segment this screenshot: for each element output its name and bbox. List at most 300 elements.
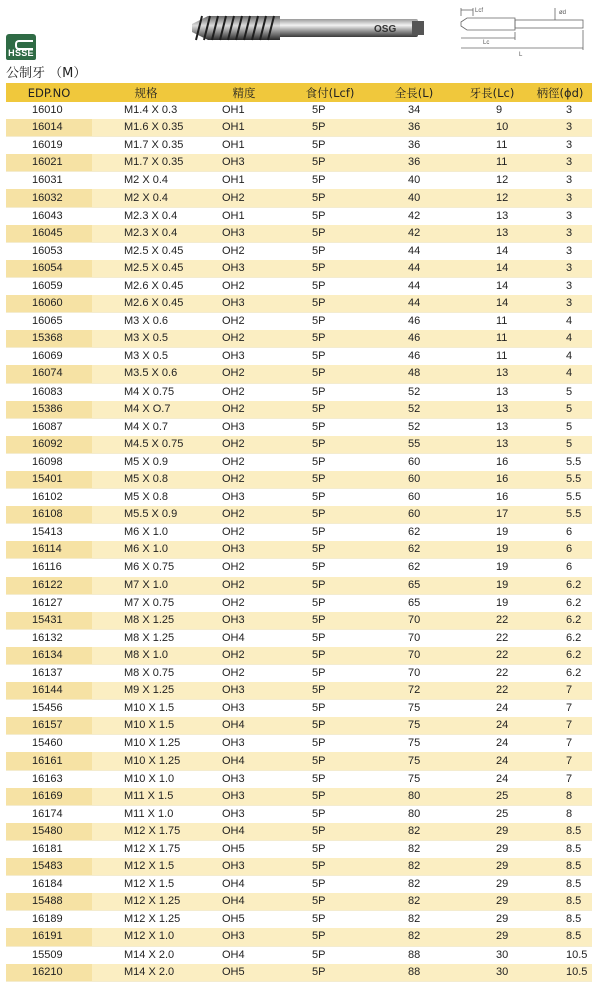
spec-cell: M11 X 1.0 bbox=[124, 807, 174, 820]
edp-no-cell: 16092 bbox=[6, 436, 92, 454]
shank-diameter-cell: 7 bbox=[528, 752, 592, 770]
chamfer-cell: 5P bbox=[288, 225, 372, 243]
length-cell: 40 bbox=[408, 174, 421, 187]
chamfer-cell: 5P bbox=[312, 842, 326, 855]
table-row bbox=[6, 260, 592, 278]
spec-cell: M3 X 0.6 bbox=[124, 315, 169, 328]
length-cell: 75 bbox=[408, 702, 421, 715]
shank-diameter-cell: 3 bbox=[566, 174, 573, 187]
spec-cell: M10 X 1.25 bbox=[92, 752, 200, 770]
shank-diameter-cell: 6.2 bbox=[528, 647, 592, 665]
table-row bbox=[6, 823, 592, 841]
col-header-overall-length: 全長(L) bbox=[372, 83, 456, 102]
table-row bbox=[6, 102, 592, 119]
chamfer-cell: 5P bbox=[288, 858, 372, 876]
thread-length-cell: 14 bbox=[456, 295, 528, 313]
edp-no-cell: 16060 bbox=[6, 295, 92, 313]
shank-diameter-cell: 3 bbox=[566, 139, 573, 152]
spec-cell: M2.3 X 0.4 bbox=[92, 225, 200, 243]
length-cell: 65 bbox=[372, 577, 456, 595]
length-cell: 48 bbox=[372, 365, 456, 383]
length-cell: 70 bbox=[372, 647, 456, 665]
precision-cell: OH2 bbox=[222, 279, 245, 292]
edp-no-cell: 15386 bbox=[6, 401, 92, 419]
precision-cell: OH3 bbox=[222, 420, 245, 433]
shank-diameter-cell: 7 bbox=[528, 717, 592, 735]
thread-length-cell: 22 bbox=[456, 647, 528, 665]
shank-diameter-cell: 7 bbox=[528, 682, 592, 700]
chamfer-cell: 5P bbox=[312, 596, 326, 609]
thread-length-cell: 11 bbox=[496, 139, 508, 152]
table-row bbox=[6, 964, 592, 982]
length-cell: 82 bbox=[408, 913, 421, 926]
length-cell: 62 bbox=[372, 541, 456, 559]
thread-length-cell: 11 bbox=[456, 154, 528, 172]
chamfer-cell: 5P bbox=[312, 702, 326, 715]
edp-no-cell: 15401 bbox=[6, 471, 92, 489]
shank-diameter-cell: 5 bbox=[566, 420, 573, 433]
table-row bbox=[6, 577, 592, 595]
spec-cell: M3 X 0.5 bbox=[124, 350, 169, 363]
diagram-l-label: L bbox=[519, 52, 523, 58]
thread-length-cell: 11 bbox=[496, 350, 508, 363]
edp-no-cell: 16210 bbox=[6, 964, 92, 982]
spec-cell: M9 X 1.25 bbox=[92, 682, 200, 700]
shank-diameter-cell: 5.5 bbox=[528, 471, 592, 489]
precision-cell: OH2 bbox=[222, 385, 245, 398]
precision-cell: OH3 bbox=[222, 350, 245, 363]
precision-cell: OH3 bbox=[222, 772, 245, 785]
precision-cell: OH1 bbox=[222, 104, 245, 117]
length-cell: 42 bbox=[408, 209, 421, 222]
thread-length-cell: 25 bbox=[496, 807, 509, 820]
shank-diameter-cell: 5 bbox=[566, 385, 573, 398]
chamfer-cell: 5P bbox=[312, 139, 326, 152]
thread-length-cell: 16 bbox=[496, 491, 509, 504]
thread-length-cell: 30 bbox=[456, 964, 528, 982]
edp-no-cell: 16059 bbox=[32, 279, 63, 292]
length-cell: 75 bbox=[408, 737, 421, 750]
chamfer-cell: 5P bbox=[288, 717, 372, 735]
thread-length-cell: 29 bbox=[496, 842, 509, 855]
precision-cell: OH3 bbox=[200, 788, 288, 806]
chamfer-cell: 5P bbox=[288, 612, 372, 630]
precision-cell: OH5 bbox=[222, 913, 245, 926]
edp-no-cell: 16021 bbox=[6, 154, 92, 172]
thread-length-cell: 19 bbox=[496, 561, 509, 574]
edp-no-cell: 16144 bbox=[6, 682, 92, 700]
shank-diameter-cell: 3 bbox=[528, 119, 592, 137]
thread-length-cell: 13 bbox=[456, 436, 528, 454]
chamfer-cell: 5P bbox=[288, 260, 372, 278]
table-row bbox=[6, 277, 592, 295]
spec-cell: M5 X 0.8 bbox=[124, 491, 169, 504]
thread-length-cell: 16 bbox=[456, 471, 528, 489]
shank-diameter-cell: 8.5 bbox=[528, 893, 592, 911]
edp-no-cell: 16189 bbox=[32, 913, 63, 926]
chamfer-cell: 5P bbox=[312, 526, 326, 539]
precision-cell: OH2 bbox=[222, 315, 245, 328]
shank-diameter-cell: 3 bbox=[566, 104, 573, 117]
chamfer-cell: 5P bbox=[312, 279, 326, 292]
length-cell: 82 bbox=[372, 928, 456, 946]
precision-cell: OH1 bbox=[222, 209, 245, 222]
chamfer-cell: 5P bbox=[288, 436, 372, 454]
table-row bbox=[6, 489, 592, 507]
precision-cell: OH2 bbox=[222, 526, 245, 539]
thread-length-cell: 14 bbox=[496, 279, 509, 292]
table-row bbox=[6, 840, 592, 858]
precision-cell: OH2 bbox=[200, 436, 288, 454]
chamfer-cell: 5P bbox=[312, 385, 326, 398]
edp-no-cell: 16083 bbox=[32, 385, 63, 398]
edp-no-cell: 16137 bbox=[32, 667, 63, 680]
shank-diameter-cell: 5.5 bbox=[528, 506, 592, 524]
precision-cell: OH3 bbox=[200, 154, 288, 172]
length-cell: 60 bbox=[372, 471, 456, 489]
shank-diameter-cell: 3 bbox=[528, 189, 592, 207]
length-cell: 75 bbox=[372, 717, 456, 735]
edp-no-cell: 16184 bbox=[32, 878, 63, 891]
edp-no-cell: 16191 bbox=[6, 928, 92, 946]
thread-length-cell: 22 bbox=[456, 682, 528, 700]
tap-tool-image bbox=[188, 10, 428, 46]
shank-diameter-cell: 5 bbox=[528, 436, 592, 454]
length-cell: 80 bbox=[372, 788, 456, 806]
length-cell: 52 bbox=[372, 401, 456, 419]
table-row bbox=[6, 471, 592, 489]
edp-no-cell: 16163 bbox=[32, 772, 63, 785]
table-row bbox=[6, 928, 592, 946]
edp-no-cell: 15483 bbox=[6, 858, 92, 876]
shank-diameter-cell: 10.5 bbox=[528, 964, 592, 982]
shank-diameter-cell: 10.5 bbox=[566, 948, 588, 961]
shank-diameter-cell: 3 bbox=[566, 209, 573, 222]
table-row bbox=[6, 682, 592, 700]
table-row bbox=[6, 225, 592, 243]
chamfer-cell: 5P bbox=[288, 964, 372, 982]
precision-cell: OH1 bbox=[222, 139, 245, 152]
chamfer-cell: 5P bbox=[312, 878, 326, 891]
edp-no-cell: 16019 bbox=[32, 139, 63, 152]
thread-length-cell: 22 bbox=[496, 631, 509, 644]
precision-cell: OH2 bbox=[222, 667, 245, 680]
length-cell: 55 bbox=[372, 436, 456, 454]
shank-diameter-cell: 8.5 bbox=[566, 842, 582, 855]
shank-diameter-cell: 4 bbox=[566, 350, 573, 363]
chamfer-cell: 5P bbox=[312, 948, 326, 961]
edp-no-cell: 16010 bbox=[32, 104, 63, 117]
spec-cell: M11 X 1.5 bbox=[92, 788, 200, 806]
precision-cell: OH3 bbox=[222, 807, 245, 820]
chamfer-cell: 5P bbox=[288, 154, 372, 172]
table-row bbox=[6, 665, 592, 683]
thread-length-cell: 19 bbox=[456, 577, 528, 595]
shank-diameter-cell: 3 bbox=[528, 260, 592, 278]
chamfer-cell: 5P bbox=[288, 189, 372, 207]
edp-no-cell: 16114 bbox=[6, 541, 92, 559]
thread-length-cell: 17 bbox=[456, 506, 528, 524]
length-cell: 34 bbox=[408, 104, 421, 117]
length-cell: 88 bbox=[372, 964, 456, 982]
chamfer-cell: 5P bbox=[312, 315, 326, 328]
table-row bbox=[6, 295, 592, 313]
shank-diameter-cell: 8.5 bbox=[566, 878, 582, 891]
table-row bbox=[6, 594, 592, 612]
precision-cell: OH2 bbox=[222, 455, 245, 468]
chamfer-cell: 5P bbox=[288, 295, 372, 313]
spec-cell: M4 X O.7 bbox=[92, 401, 200, 419]
length-cell: 60 bbox=[408, 491, 421, 504]
thread-length-cell: 14 bbox=[456, 260, 528, 278]
precision-cell: OH5 bbox=[222, 842, 245, 855]
thread-length-cell: 29 bbox=[456, 823, 528, 841]
edp-no-cell: 16169 bbox=[6, 788, 92, 806]
table-row bbox=[6, 946, 592, 964]
table-row bbox=[6, 770, 592, 788]
edp-no-cell: 15431 bbox=[6, 612, 92, 630]
thread-length-cell: 24 bbox=[496, 702, 509, 715]
table-row bbox=[6, 242, 592, 260]
thread-length-cell: 13 bbox=[496, 420, 509, 433]
precision-cell: OH2 bbox=[200, 330, 288, 348]
col-header-precision: 精度 bbox=[200, 83, 288, 102]
spec-cell: M4.5 X 0.75 bbox=[92, 436, 200, 454]
precision-cell: OH5 bbox=[200, 964, 288, 982]
precision-cell: OH2 bbox=[200, 189, 288, 207]
shank-diameter-cell: 5.5 bbox=[566, 455, 582, 468]
table-row bbox=[6, 154, 592, 172]
precision-cell: OH4 bbox=[200, 893, 288, 911]
length-cell: 46 bbox=[408, 350, 421, 363]
table-row bbox=[6, 876, 592, 894]
spec-cell: M12 X 1.75 bbox=[92, 823, 200, 841]
length-cell: 75 bbox=[372, 752, 456, 770]
precision-cell: OH3 bbox=[222, 702, 245, 715]
spec-cell: M5 X 0.9 bbox=[124, 455, 169, 468]
shank-diameter-cell: 5 bbox=[528, 401, 592, 419]
shank-diameter-cell: 8.5 bbox=[566, 913, 582, 926]
chamfer-cell: 5P bbox=[288, 119, 372, 137]
spec-cell: M2 X 0.4 bbox=[92, 189, 200, 207]
spec-cell: M6 X 1.0 bbox=[92, 541, 200, 559]
length-cell: 82 bbox=[372, 893, 456, 911]
edp-no-cell: 16122 bbox=[6, 577, 92, 595]
chamfer-cell: 5P bbox=[312, 209, 326, 222]
spec-cell: M2 X 0.4 bbox=[124, 174, 169, 187]
shank-diameter-cell: 6.2 bbox=[528, 577, 592, 595]
thread-length-cell: 24 bbox=[456, 752, 528, 770]
thread-length-cell: 29 bbox=[456, 928, 528, 946]
length-cell: 52 bbox=[408, 385, 421, 398]
table-row bbox=[6, 119, 592, 137]
col-header-edp-no: EDP.NO bbox=[6, 83, 92, 102]
table-row bbox=[6, 172, 592, 190]
shank-diameter-cell: 6 bbox=[528, 541, 592, 559]
edp-no-cell: 16045 bbox=[6, 225, 92, 243]
thread-length-cell: 14 bbox=[496, 244, 509, 257]
edp-no-cell: 16134 bbox=[6, 647, 92, 665]
precision-cell: OH3 bbox=[200, 682, 288, 700]
edp-no-cell: 16116 bbox=[32, 561, 62, 574]
precision-cell: OH4 bbox=[222, 878, 245, 891]
spec-cell: M7 X 1.0 bbox=[92, 577, 200, 595]
precision-cell: OH3 bbox=[200, 928, 288, 946]
spec-cell: M1.4 X 0.3 bbox=[124, 104, 178, 117]
length-cell: 88 bbox=[408, 948, 421, 961]
precision-cell: OH3 bbox=[200, 225, 288, 243]
length-cell: 60 bbox=[372, 506, 456, 524]
spec-cell: M12 X 1.5 bbox=[92, 858, 200, 876]
thread-length-cell: 13 bbox=[456, 365, 528, 383]
spec-cell: M14 X 2.0 bbox=[92, 964, 200, 982]
chamfer-cell: 5P bbox=[288, 471, 372, 489]
chamfer-cell: 5P bbox=[312, 350, 326, 363]
length-cell: 75 bbox=[408, 772, 421, 785]
precision-cell: OH4 bbox=[222, 948, 245, 961]
thread-length-cell: 12 bbox=[496, 174, 509, 187]
table-row bbox=[6, 330, 592, 348]
length-cell: 62 bbox=[408, 526, 421, 539]
table-row bbox=[6, 365, 592, 383]
table-row bbox=[6, 524, 592, 542]
spec-cell: M10 X 1.5 bbox=[124, 702, 175, 715]
chamfer-cell: 5P bbox=[288, 928, 372, 946]
precision-cell: OH2 bbox=[222, 561, 245, 574]
precision-cell: OH4 bbox=[222, 631, 245, 644]
edp-no-cell: 16069 bbox=[32, 350, 63, 363]
length-cell: 40 bbox=[372, 189, 456, 207]
shank-diameter-cell: 3 bbox=[528, 225, 592, 243]
shank-diameter-cell: 7 bbox=[566, 772, 573, 785]
table-row bbox=[6, 911, 592, 929]
table-row bbox=[6, 348, 592, 366]
thread-length-cell: 22 bbox=[496, 667, 509, 680]
chamfer-cell: 5P bbox=[312, 104, 326, 117]
diagram-lc-label: Lc bbox=[483, 40, 490, 46]
spec-cell: M8 X 1.25 bbox=[124, 631, 175, 644]
thread-length-cell: 13 bbox=[496, 385, 509, 398]
edp-no-cell: 15480 bbox=[6, 823, 92, 841]
spec-cell: M12 X 1.25 bbox=[124, 913, 181, 926]
length-cell: 60 bbox=[408, 455, 421, 468]
length-cell: 70 bbox=[408, 667, 421, 680]
edp-no-cell: 15413 bbox=[32, 526, 63, 539]
thread-length-cell: 19 bbox=[456, 541, 528, 559]
spec-cell: M12 X 1.75 bbox=[124, 842, 181, 855]
edp-no-cell: 16032 bbox=[6, 189, 92, 207]
table-row bbox=[6, 418, 592, 436]
table-row bbox=[6, 401, 592, 419]
table-row bbox=[6, 189, 592, 207]
edp-no-cell: 16102 bbox=[32, 491, 63, 504]
precision-cell: OH3 bbox=[222, 737, 245, 750]
length-cell: 82 bbox=[408, 878, 421, 891]
chamfer-cell: 5P bbox=[288, 682, 372, 700]
table-row bbox=[6, 383, 592, 401]
chamfer-cell: 5P bbox=[288, 365, 372, 383]
col-header-thread-length: 牙長(Lc) bbox=[456, 83, 528, 102]
shank-diameter-cell: 6.2 bbox=[566, 596, 582, 609]
shank-diameter-cell: 4 bbox=[528, 365, 592, 383]
diagram-lcf-label: Lcf bbox=[475, 8, 484, 14]
chamfer-cell: 5P bbox=[288, 893, 372, 911]
thread-length-cell: 29 bbox=[496, 913, 509, 926]
edp-no-cell: 16132 bbox=[32, 631, 63, 644]
edp-no-cell: 16031 bbox=[32, 174, 63, 187]
table-row bbox=[6, 453, 592, 471]
spec-cell: M14 X 2.0 bbox=[124, 948, 175, 961]
chamfer-cell: 5P bbox=[312, 420, 326, 433]
chamfer-cell: 5P bbox=[288, 506, 372, 524]
edp-no-cell: 16065 bbox=[32, 315, 63, 328]
chamfer-cell: 5P bbox=[288, 541, 372, 559]
thread-length-cell: 24 bbox=[456, 717, 528, 735]
chamfer-cell: 5P bbox=[288, 788, 372, 806]
shank-diameter-cell: 3 bbox=[566, 244, 573, 257]
thread-length-cell: 24 bbox=[496, 772, 509, 785]
table-row bbox=[6, 893, 592, 911]
precision-cell: OH2 bbox=[200, 577, 288, 595]
chamfer-cell: 5P bbox=[312, 737, 326, 750]
table-row bbox=[6, 735, 592, 753]
tap-dimension-diagram bbox=[455, 2, 593, 60]
thread-length-cell: 10 bbox=[456, 119, 528, 137]
thread-length-cell: 22 bbox=[456, 612, 528, 630]
edp-no-cell: 15488 bbox=[6, 893, 92, 911]
shank-diameter-cell: 6.2 bbox=[528, 612, 592, 630]
length-cell: 70 bbox=[408, 631, 421, 644]
length-cell: 46 bbox=[408, 315, 421, 328]
shank-diameter-cell: 7 bbox=[566, 702, 573, 715]
spec-cell: M12 X 1.25 bbox=[92, 893, 200, 911]
table-row bbox=[6, 313, 592, 331]
chamfer-cell: 5P bbox=[312, 913, 326, 926]
length-cell: 52 bbox=[408, 420, 421, 433]
edp-no-cell: 15368 bbox=[6, 330, 92, 348]
spec-cell: M12 X 1.0 bbox=[92, 928, 200, 946]
spec-cell: M6 X 1.0 bbox=[124, 526, 169, 539]
spec-cell: M5.5 X 0.9 bbox=[92, 506, 200, 524]
chamfer-cell: 5P bbox=[288, 752, 372, 770]
chamfer-cell: 5P bbox=[312, 667, 326, 680]
table-row bbox=[6, 700, 592, 718]
shank-diameter-cell: 6.2 bbox=[566, 667, 582, 680]
thread-length-cell: 19 bbox=[496, 526, 509, 539]
edp-no-cell: 16087 bbox=[32, 420, 63, 433]
length-cell: 82 bbox=[372, 858, 456, 876]
precision-cell: OH4 bbox=[200, 717, 288, 735]
col-header-shank-diameter: 柄徑(ϕd) bbox=[528, 83, 592, 102]
spec-cell: M7 X 0.75 bbox=[124, 596, 175, 609]
chamfer-cell: 5P bbox=[312, 174, 326, 187]
table-row bbox=[6, 752, 592, 770]
spec-cell: M8 X 1.0 bbox=[92, 647, 200, 665]
chamfer-cell: 5P bbox=[288, 330, 372, 348]
spec-cell: M8 X 1.25 bbox=[92, 612, 200, 630]
length-cell: 42 bbox=[372, 225, 456, 243]
thread-length-cell: 29 bbox=[496, 878, 509, 891]
length-cell: 72 bbox=[372, 682, 456, 700]
edp-no-cell: 16174 bbox=[32, 807, 63, 820]
precision-cell: OH2 bbox=[200, 365, 288, 383]
shank-diameter-cell: 4 bbox=[528, 330, 592, 348]
edp-no-cell: 16161 bbox=[6, 752, 92, 770]
thread-length-cell: 30 bbox=[496, 948, 509, 961]
spec-cell: M2.3 X 0.4 bbox=[124, 209, 178, 222]
precision-cell: OH1 bbox=[200, 119, 288, 137]
edp-no-cell: 16157 bbox=[6, 717, 92, 735]
